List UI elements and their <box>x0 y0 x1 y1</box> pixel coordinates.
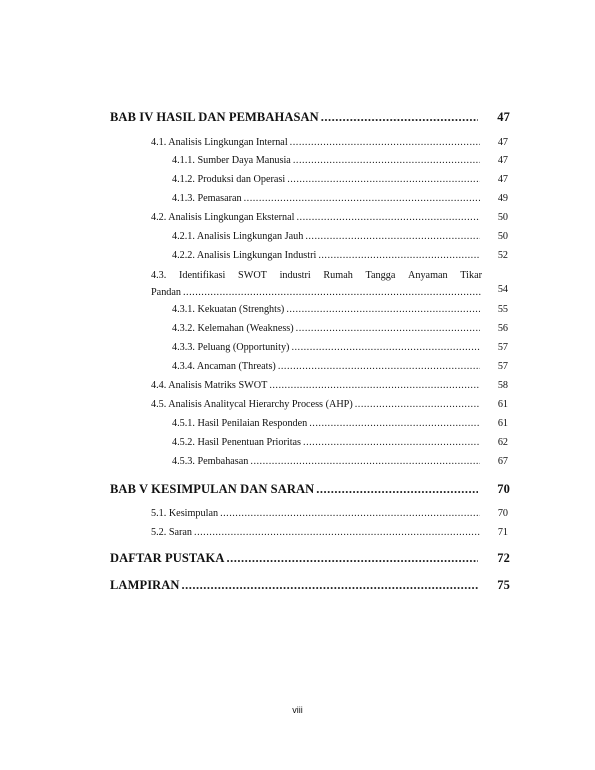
toc-entry-label: DAFTAR PUSTAKA <box>110 551 225 565</box>
toc-entry-label: 4.2.1. Analisis Lingkungan Jauh <box>172 231 304 242</box>
toc-entry-page: 58 <box>497 380 508 391</box>
toc-entry-4-3-1 <box>172 304 482 315</box>
toc-entry-label: LAMPIRAN <box>110 578 180 592</box>
leader-dots <box>244 193 480 204</box>
toc-entry-page: 54 <box>497 284 508 295</box>
toc-entry-label: 4.2.2. Analisis Lingkungan Industri <box>172 250 317 261</box>
leader-dots <box>182 578 478 593</box>
toc-entry-label: 4.5. Analisis Analitycal Hierarchy Process (AHP) <box>151 399 353 410</box>
toc-entry-4-5-2 <box>172 437 482 448</box>
toc-entry-page: 57 <box>497 361 508 372</box>
leader-dots <box>220 508 480 519</box>
toc-entry-page: 61 <box>497 399 508 410</box>
leader-dots <box>250 456 480 467</box>
leader-dots <box>269 380 480 391</box>
leader-dots <box>305 231 480 242</box>
toc-entry-page: 61 <box>497 418 508 429</box>
toc-entry-label: 4.3.1. Kekuatan (Strenghts) <box>172 304 285 315</box>
toc-entry-label-line2: Pandan ..... <box>151 284 482 301</box>
toc-entry-page: 47 <box>497 137 508 148</box>
toc-entry-page: 47 <box>497 174 508 185</box>
leader-dots <box>286 304 480 315</box>
toc-entry-label: 4.2. Analisis Lingkungan Eksternal <box>151 212 295 223</box>
toc-entry-4-1-1 <box>172 155 482 166</box>
toc-entry-4-2 <box>151 212 482 223</box>
leader-dots <box>316 482 478 497</box>
toc-entry-label-line1: 4.3. Identifikasi SWOT industri Rumah Tangga Anyaman Tikar <box>151 270 482 281</box>
toc-entry-page: 67 <box>497 456 508 467</box>
leader-dots <box>296 212 480 223</box>
toc-entry-4-3 <box>151 267 482 301</box>
toc-entry-4-1 <box>151 137 482 148</box>
toc-entry-label: 4.3.3. Peluang (Opportunity) <box>172 342 290 353</box>
toc-entry-page: 71 <box>497 527 508 538</box>
toc-entry-page: 49 <box>497 193 508 204</box>
toc-entry-5-1 <box>151 508 482 519</box>
toc-entry-label: 5.1. Kesimpulan <box>151 508 219 519</box>
leader-dots <box>183 284 482 301</box>
toc-entry-4-1-3 <box>172 193 482 204</box>
leader-dots <box>321 110 478 125</box>
toc-entry-daftar-pustaka <box>110 551 480 566</box>
toc-entry-4-2-2 <box>172 250 482 261</box>
leader-dots <box>303 437 480 448</box>
page-number: viii <box>292 705 303 715</box>
toc-entry-label: 4.1. Analisis Lingkungan Internal <box>151 137 288 148</box>
toc-entry-4-2-1 <box>172 231 482 242</box>
leader-dots <box>291 342 480 353</box>
toc-entry-page: 75 <box>497 578 510 592</box>
toc-entry-page: 55 <box>497 304 508 315</box>
toc-entry-page: 70 <box>497 482 510 496</box>
toc-entry-label: BAB V KESIMPULAN DAN SARAN <box>110 482 315 496</box>
toc-entry-bab-iv <box>110 110 480 125</box>
toc-entry-4-4 <box>151 380 482 391</box>
toc-entry-label: 4.1.2. Produksi dan Operasi <box>172 174 286 185</box>
toc-entry-page: 50 <box>497 231 508 242</box>
toc-entry-4-1-2 <box>172 174 482 185</box>
toc-entry-label: 4.1.3. Pemasaran <box>172 193 242 204</box>
toc-entry-page: 47 <box>497 110 510 124</box>
toc-entry-label: 4.3.2. Kelemahan (Weakness) <box>172 323 294 334</box>
toc-entry-4-5-1 <box>172 418 482 429</box>
toc-entry-label: 4.5.2. Hasil Penentuan Prioritas <box>172 437 302 448</box>
toc-entry-page: 56 <box>497 323 508 334</box>
toc-entry-label: 4.4. Analisis Matriks SWOT <box>151 380 268 391</box>
leader-dots <box>318 250 480 261</box>
toc-entry-page: 50 <box>497 212 508 223</box>
leader-dots <box>194 527 480 538</box>
toc-entry-4-3-3 <box>172 342 482 353</box>
toc-entry-4-5-3 <box>172 456 482 467</box>
toc-entry-4-3-2 <box>172 323 482 334</box>
toc-entry-lampiran <box>110 578 480 593</box>
toc-entry-4-3-4 <box>172 361 482 372</box>
leader-dots <box>293 155 480 166</box>
toc-entry-page: 57 <box>497 342 508 353</box>
leader-dots <box>287 174 480 185</box>
toc-entry-page: 62 <box>497 437 508 448</box>
toc-entry-page: 70 <box>497 508 508 519</box>
leader-dots <box>296 323 480 334</box>
toc-entry-page: 47 <box>497 155 508 166</box>
toc-entry-page: 52 <box>497 250 508 261</box>
toc-entry-label: BAB IV HASIL DAN PEMBAHASAN <box>110 110 319 124</box>
leader-dots <box>226 551 478 566</box>
toc-entry-page: 72 <box>497 551 510 565</box>
toc-entry-bab-v <box>110 482 480 497</box>
leader-dots <box>278 361 480 372</box>
toc-entry-label: 5.2. Saran <box>151 527 193 538</box>
toc-entry-label: 4.5.3. Pembahasan <box>172 456 249 467</box>
toc-entry-label: 4.5.1. Hasil Penilaian Responden <box>172 418 308 429</box>
toc-entry-4-5 <box>151 399 482 410</box>
leader-dots <box>290 137 480 148</box>
toc-entry-5-2 <box>151 527 482 538</box>
toc-entry-label: 4.3.4. Ancaman (Threats) <box>172 361 276 372</box>
leader-dots <box>309 418 480 429</box>
toc-entry-label: 4.1.1. Sumber Daya Manusia <box>172 155 291 166</box>
leader-dots <box>355 399 480 410</box>
